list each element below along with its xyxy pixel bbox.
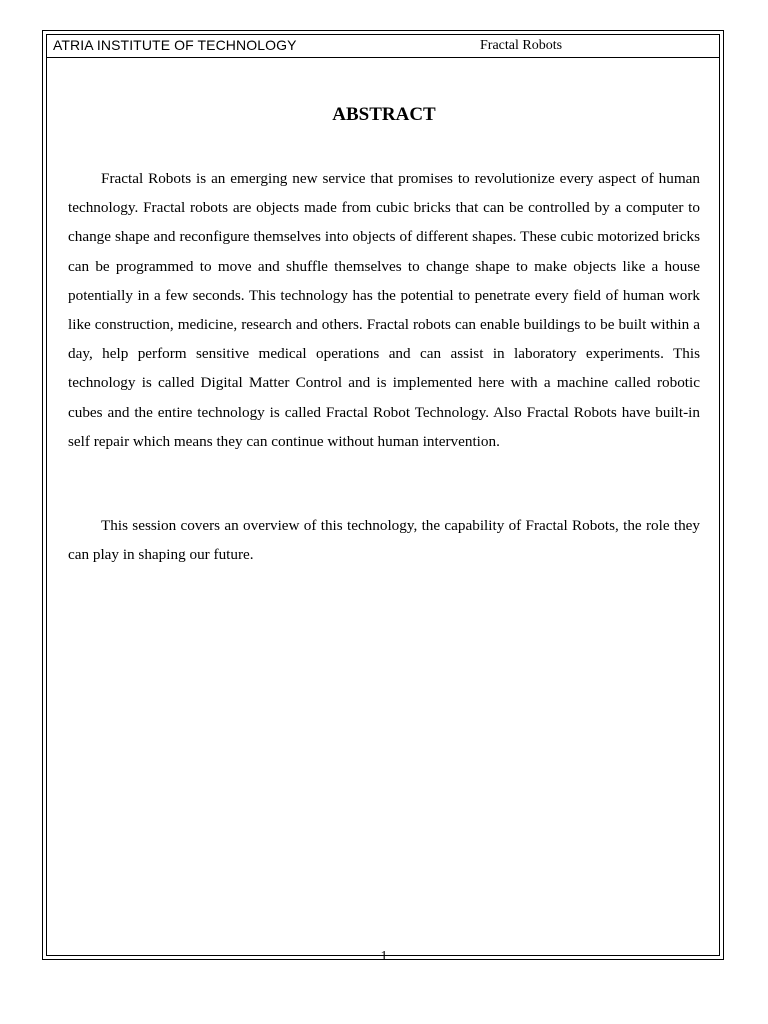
abstract-paragraph-2: This session covers an overview of this technology, the capability of Fractal Robots, the role they can play in shaping our future. [68, 517, 700, 564]
page-title: ABSTRACT [332, 104, 436, 125]
abstract-paragraph-1: Fractal Robots is an emerging new service that promises to revolutionize every aspect of human technology. Fractal robots are objects made from cubic bricks that can be controlled by a computer to change shape and reconfigure themselves into objects of different shapes. These cubic motorized bricks can be programmed to move and shuffle themselves to change shape to make objects like a house potentially in a few seconds. This technology has the potential to penetrate every field of human work like construction, medicine, research and others. Fractal robots can enable buildings to be built within a day, help perform sensitive medical operations and can assist in laboratory experiments. This technology is called Digital Matter Control and is implemented here with a machine called robotic cubes and the entire technology is called Fractal Robot Technology. Also Fractal Robots have built-in self repair which means they can continue without human intervention. [68, 170, 700, 450]
header-topic: Fractal Robots [480, 38, 563, 53]
header-institution: ATRIA INSTITUTE OF TECHNOLOGY [53, 37, 297, 53]
page-number: 1 [380, 949, 388, 964]
header-divider [46, 57, 720, 58]
